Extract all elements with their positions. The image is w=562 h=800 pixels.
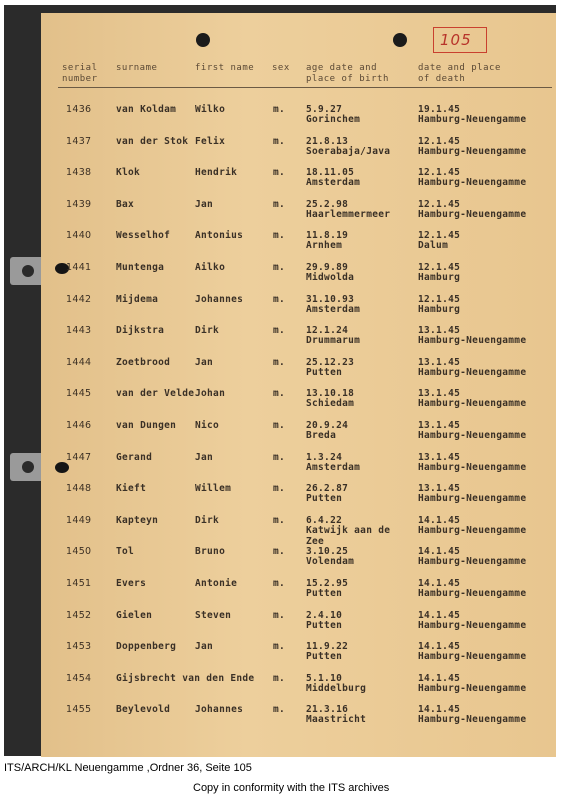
serial-number: 1442: [66, 294, 92, 305]
first-name: Jan: [195, 357, 214, 368]
death-place: Hamburg-Neuengamme: [418, 588, 527, 599]
serial-number: 1452: [66, 610, 92, 621]
death-date: 13.1.45: [418, 357, 461, 368]
header-death: date and place of death: [418, 63, 501, 84]
surname: Kieft: [116, 483, 147, 494]
surname: Gijsbrecht van den Ende: [116, 673, 255, 684]
first-name: Dirk: [195, 325, 220, 336]
death-date: 12.1.45: [418, 294, 461, 305]
sex: m.: [273, 167, 286, 178]
sex: m.: [273, 483, 286, 494]
birth-place: Arnhem: [306, 240, 343, 251]
birth-place: Drummarum: [306, 335, 361, 346]
death-place: Hamburg-Neuengamme: [418, 398, 527, 409]
birth-place: Putten: [306, 367, 343, 378]
birth-place: Gorinchem: [306, 114, 361, 125]
serial-number: 1455: [66, 704, 92, 715]
birth-date: 3.10.25: [306, 546, 349, 557]
birth-place: Breda: [306, 430, 337, 441]
serial-number: 1450: [66, 546, 92, 557]
birth-place: Katwijk aan de Zee: [306, 525, 391, 547]
sex: m.: [273, 546, 286, 557]
sex: m.: [273, 578, 286, 589]
serial-number: 1445: [66, 388, 92, 399]
death-date: 13.1.45: [418, 420, 461, 431]
header-first-name: first name: [195, 63, 255, 73]
death-date: 14.1.45: [418, 704, 461, 715]
first-name: Johannes: [195, 704, 244, 715]
birth-place: Volendam: [306, 556, 355, 567]
serial-number: 1438: [66, 167, 92, 178]
sex: m.: [273, 704, 286, 715]
sex: m.: [273, 357, 286, 368]
first-name: Willem: [195, 483, 232, 494]
birth-date: 26.2.87: [306, 483, 349, 494]
death-place: Dalum: [418, 240, 449, 251]
punch-hole: [196, 33, 210, 47]
surname: Tol: [116, 546, 135, 557]
header-surname: surname: [116, 63, 158, 73]
surname: Dijkstra: [116, 325, 165, 336]
first-name: Steven: [195, 610, 232, 621]
first-name: Dirk: [195, 515, 220, 526]
serial-number: 1443: [66, 325, 92, 336]
birth-date: 11.8.19: [306, 230, 349, 241]
sex: m.: [273, 262, 286, 273]
death-date: 14.1.45: [418, 673, 461, 684]
first-name: Nico: [195, 420, 220, 431]
death-date: 19.1.45: [418, 104, 461, 115]
surname: Zoetbrood: [116, 357, 171, 368]
birth-date: 5.9.27: [306, 104, 343, 115]
first-name: Felix: [195, 136, 226, 147]
ink-blot: [55, 462, 69, 473]
birth-place: Amsterdam: [306, 304, 361, 315]
birth-date: 13.10.18: [306, 388, 355, 399]
death-place: Hamburg-Neuengamme: [418, 651, 527, 662]
surname: van Koldam: [116, 104, 177, 115]
birth-date: 31.10.93: [306, 294, 355, 305]
death-date: 14.1.45: [418, 546, 461, 557]
serial-number: 1447: [66, 452, 92, 463]
page-number: 105: [440, 31, 472, 49]
surname: van der Velde: [116, 388, 195, 399]
first-name: Wilko: [195, 104, 226, 115]
sex: m.: [273, 420, 286, 431]
sex: m.: [273, 325, 286, 336]
birth-place: Haarlemmermeer: [306, 209, 391, 220]
death-place: Hamburg-Neuengamme: [418, 146, 527, 157]
surname: Bax: [116, 199, 135, 210]
conformity-note: Copy in conformity with the ITS archives: [193, 782, 390, 794]
serial-number: 1453: [66, 641, 92, 652]
binder-hole: [22, 461, 34, 473]
death-date: 13.1.45: [418, 452, 461, 463]
death-date: 12.1.45: [418, 262, 461, 273]
serial-number: 1449: [66, 515, 92, 526]
sex: m.: [273, 673, 286, 684]
header-rule: [58, 87, 552, 88]
birth-place: Amsterdam: [306, 462, 361, 473]
first-name: Antonius: [195, 230, 244, 241]
death-place: Hamburg-Neuengamme: [418, 683, 527, 694]
death-place: Hamburg-Neuengamme: [418, 335, 527, 346]
serial-number: 1436: [66, 104, 92, 115]
serial-number: 1439: [66, 199, 92, 210]
first-name: Johannes: [195, 294, 244, 305]
sex: m.: [273, 452, 286, 463]
sex: m.: [273, 294, 286, 305]
death-date: 12.1.45: [418, 230, 461, 241]
first-name: Antonie: [195, 578, 238, 589]
header-sex: sex: [272, 63, 290, 73]
death-date: 14.1.45: [418, 610, 461, 621]
death-place: Hamburg-Neuengamme: [418, 714, 527, 725]
death-date: 12.1.45: [418, 199, 461, 210]
birth-place: Maastricht: [306, 714, 367, 725]
surname: Mijdema: [116, 294, 159, 305]
surname: Doppenberg: [116, 641, 177, 652]
serial-number: 1441: [66, 262, 92, 273]
serial-number: 1440: [66, 230, 92, 241]
sex: m.: [273, 388, 286, 399]
surname: Gielen: [116, 610, 153, 621]
birth-date: 21.8.13: [306, 136, 349, 147]
death-place: Hamburg-Neuengamme: [418, 367, 527, 378]
surname: Klok: [116, 167, 141, 178]
death-place: Hamburg-Neuengamme: [418, 556, 527, 567]
first-name: Jan: [195, 452, 214, 463]
death-place: Hamburg-Neuengamme: [418, 177, 527, 188]
sex: m.: [273, 104, 286, 115]
birth-place: Putten: [306, 620, 343, 631]
header-serial-number: serial number: [62, 63, 98, 84]
first-name: Jan: [195, 641, 214, 652]
surname: Muntenga: [116, 262, 165, 273]
death-date: 14.1.45: [418, 515, 461, 526]
surname: Beylevold: [116, 704, 171, 715]
birth-date: 1.3.24: [306, 452, 343, 463]
birth-place: Putten: [306, 651, 343, 662]
serial-number: 1446: [66, 420, 92, 431]
death-date: 13.1.45: [418, 388, 461, 399]
death-date: 14.1.45: [418, 641, 461, 652]
first-name: Johan: [195, 388, 226, 399]
death-date: 12.1.45: [418, 136, 461, 147]
first-name: Ailko: [195, 262, 226, 273]
birth-date: 20.9.24: [306, 420, 349, 431]
birth-date: 25.2.98: [306, 199, 349, 210]
death-place: Hamburg-Neuengamme: [418, 493, 527, 504]
surname: Gerand: [116, 452, 153, 463]
birth-date: 12.1.24: [306, 325, 349, 336]
death-place: Hamburg-Neuengamme: [418, 114, 527, 125]
death-place: Hamburg-Neuengamme: [418, 462, 527, 473]
birth-date: 18.11.05: [306, 167, 355, 178]
death-place: Hamburg-Neuengamme: [418, 430, 527, 441]
death-date: 12.1.45: [418, 167, 461, 178]
first-name: Bruno: [195, 546, 226, 557]
death-place: Hamburg-Neuengamme: [418, 525, 527, 536]
death-date: 13.1.45: [418, 483, 461, 494]
sex: m.: [273, 515, 286, 526]
birth-date: 11.9.22: [306, 641, 349, 652]
sex: m.: [273, 610, 286, 621]
death-place: Hamburg-Neuengamme: [418, 209, 527, 220]
birth-date: 21.3.16: [306, 704, 349, 715]
birth-place: Midwolda: [306, 272, 355, 283]
first-name: Jan: [195, 199, 214, 210]
birth-date: 29.9.89: [306, 262, 349, 273]
birth-date: 6.4.22: [306, 515, 343, 526]
archive-reference: ITS/ARCH/KL Neuengamme ,Ordner 36, Seite 105: [4, 762, 252, 774]
sex: m.: [273, 230, 286, 241]
serial-number: 1451: [66, 578, 92, 589]
surname: van Dungen: [116, 420, 177, 431]
death-date: 14.1.45: [418, 578, 461, 589]
birth-place: Soerabaja/Java: [306, 146, 391, 157]
death-place: Hamburg: [418, 304, 461, 315]
punch-hole: [393, 33, 407, 47]
first-name: Hendrik: [195, 167, 238, 178]
serial-number: 1448: [66, 483, 92, 494]
death-date: 13.1.45: [418, 325, 461, 336]
binder-hole: [22, 265, 34, 277]
birth-place: Middelburg: [306, 683, 367, 694]
surname: van der Stok: [116, 136, 189, 147]
serial-number: 1437: [66, 136, 92, 147]
surname: Kapteyn: [116, 515, 159, 526]
birth-date: 2.4.10: [306, 610, 343, 621]
serial-number: 1454: [66, 673, 92, 684]
birth-place: Amsterdam: [306, 177, 361, 188]
birth-date: 15.2.95: [306, 578, 349, 589]
birth-date: 5.1.10: [306, 673, 343, 684]
birth-date: 25.12.23: [306, 357, 355, 368]
birth-place: Putten: [306, 588, 343, 599]
header-birth: age date and place of birth: [306, 63, 389, 84]
death-place: Hamburg: [418, 272, 461, 283]
sex: m.: [273, 199, 286, 210]
birth-place: Putten: [306, 493, 343, 504]
serial-number: 1444: [66, 357, 92, 368]
surname: Evers: [116, 578, 147, 589]
death-place: Hamburg-Neuengamme: [418, 620, 527, 631]
birth-place: Schiedam: [306, 398, 355, 409]
surname: Wesselhof: [116, 230, 171, 241]
sex: m.: [273, 641, 286, 652]
sex: m.: [273, 136, 286, 147]
